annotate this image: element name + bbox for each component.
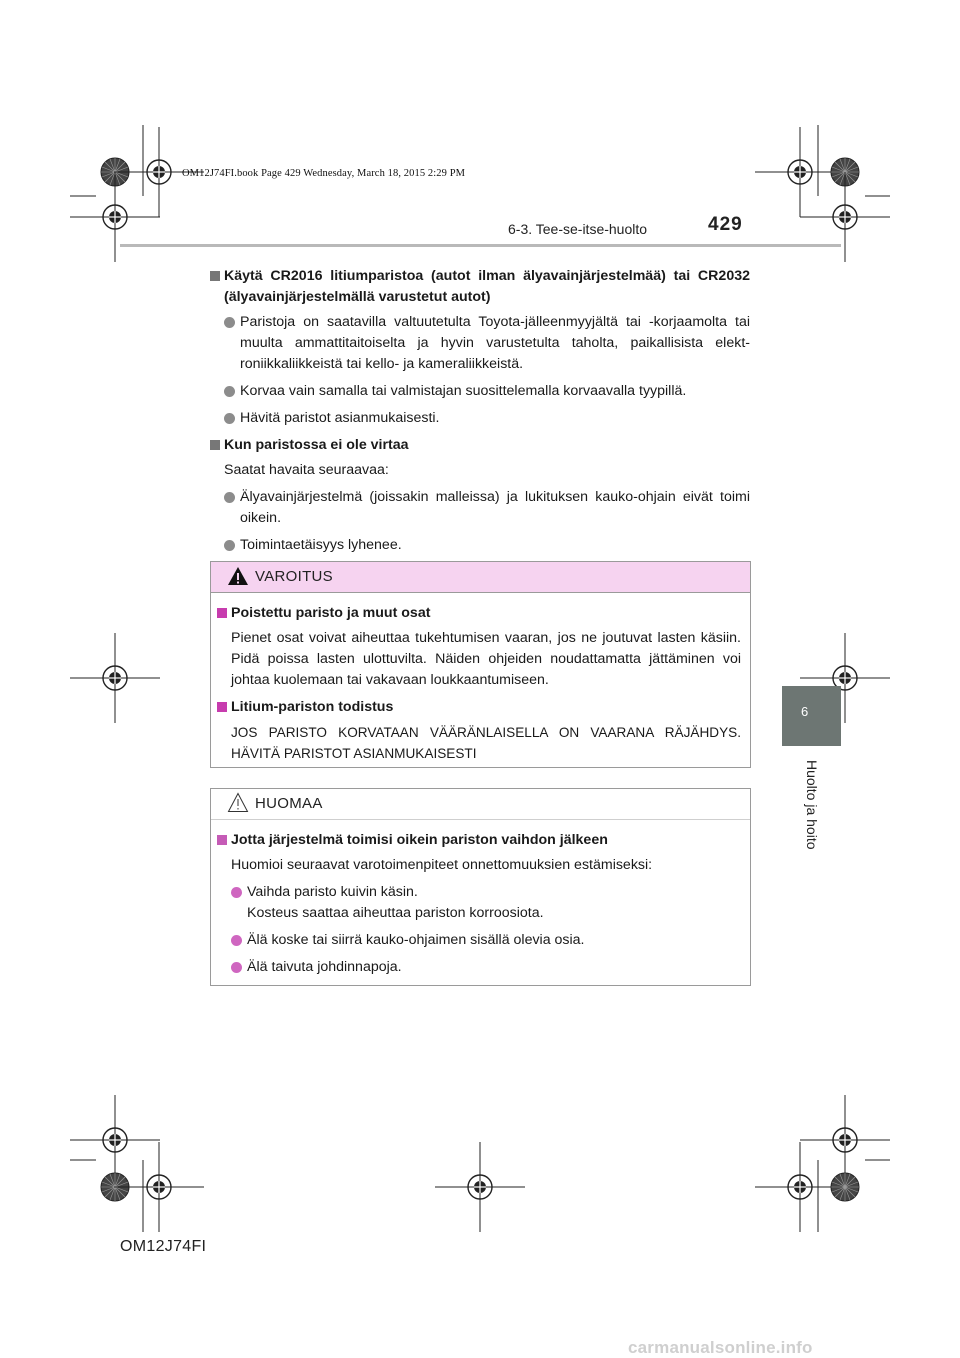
round-bullet-icon <box>224 413 235 424</box>
heading-battery-type: Käytä CR2016 litiumparistoa (autot ilman älyavainjärjestelmää) tai CR2032 (älyavainjärjestelmällä varustetut autot) <box>210 266 750 308</box>
warning-header <box>211 562 750 593</box>
list-item: Älä koske tai siirrä kauko-ohjaimen sisällä olevia osia. <box>217 930 741 951</box>
warning-triangle-icon <box>227 566 249 586</box>
chapter-tab <box>782 686 841 746</box>
caution-title: HUOMAA <box>255 795 323 812</box>
list-item: Korvaa vain samalla tai valmistajan suosittelemalla korvaavalla tyypillä. <box>210 381 750 402</box>
watermark: carmanualsonline.info <box>628 1338 813 1357</box>
list-item: Paristoja on saatavilla valtuutetulta Toyota-jälleenmyyjältä tai -korjaamolta tai muulta ammattitaitoiselta ja hyvin varustetulta taholta, paikallisista elektroniikkaliikkeistä tai kello- ja kameraliikkeistä. <box>210 312 750 375</box>
round-bullet-icon <box>231 935 242 946</box>
list-item: Hävitä paristot asianmukaisesti. <box>210 408 750 429</box>
round-bullet-icon <box>224 492 235 503</box>
caution-box <box>210 788 751 986</box>
warning-heading-lithium: Litium-pariston todistus <box>217 697 741 718</box>
section-title: 6-3. Tee-se-itse-huolto <box>508 221 648 237</box>
chapter-label: Huolto ja hoito <box>804 760 820 850</box>
page-number: 429 <box>708 214 743 235</box>
warning-title: VAROITUS <box>255 568 333 585</box>
round-bullet-icon <box>231 887 242 898</box>
round-bullet-icon <box>231 962 242 973</box>
caution-triangle-icon <box>227 792 249 813</box>
square-bullet-icon <box>217 702 227 712</box>
warning-box <box>210 561 751 768</box>
caution-body <box>211 820 750 988</box>
footer-code: OM12J74FI <box>120 1238 207 1255</box>
list-item: Toimintaetäisyys lyhenee. <box>210 535 750 556</box>
warning-body <box>211 593 750 774</box>
caution-heading: Jotta järjestelmä toimisi oikein pariston vaihdon jälkeen <box>217 830 741 851</box>
warning-heading-parts: Poistettu paristo ja muut osat <box>217 603 741 624</box>
round-bullet-icon <box>224 317 235 328</box>
paragraph: Huomioi seuraavat varotoimenpiteet onnettomuuksien estämiseksi: <box>231 857 653 873</box>
caution-header <box>211 789 750 820</box>
round-bullet-icon <box>224 540 235 551</box>
round-bullet-icon <box>224 386 235 397</box>
paragraph: Pienet osat voivat aiheuttaa tukehtumisen vaaran, jos ne joutuvat lasten käsiin. Pidä poissa lasten ulottuvilta. Näiden ohjeiden noudattamatta jättäminen voi johtaa kuolemaan tai vakavaan loukkaantumiseen. <box>231 630 741 688</box>
square-bullet-icon <box>210 271 220 281</box>
chapter-number: 6 <box>801 704 809 719</box>
heading-battery-empty: Kun paristossa ei ole virtaa <box>210 435 750 456</box>
square-bullet-icon <box>217 608 227 618</box>
list-item: Älyavainjärjestelmä (joissakin malleissa) ja lukituksen kauko-ohjain eivät toimi oikein. <box>210 487 750 529</box>
print-info: OM12J74FI.book Page 429 Wednesday, March 18, 2015 2:29 PM <box>182 168 466 179</box>
paragraph: Saatat havaita seuraavaa: <box>224 462 389 478</box>
main-content <box>210 266 750 556</box>
header-rule <box>120 244 841 247</box>
square-bullet-icon <box>210 440 220 450</box>
list-item: Älä taivuta johdinnapoja. <box>217 957 741 978</box>
square-bullet-icon <box>217 835 227 845</box>
paragraph: JOS PARISTO KORVATAAN VÄÄRÄNLAISELLA ON VAARANA RÄJÄHDYS. HÄVITÄ PARISTOT ASIANMUKAISESTI <box>231 725 741 761</box>
list-item: Vaihda paristo kuivin käsin. Kosteus saattaa aiheuttaa pariston korroosiota. <box>217 882 741 924</box>
